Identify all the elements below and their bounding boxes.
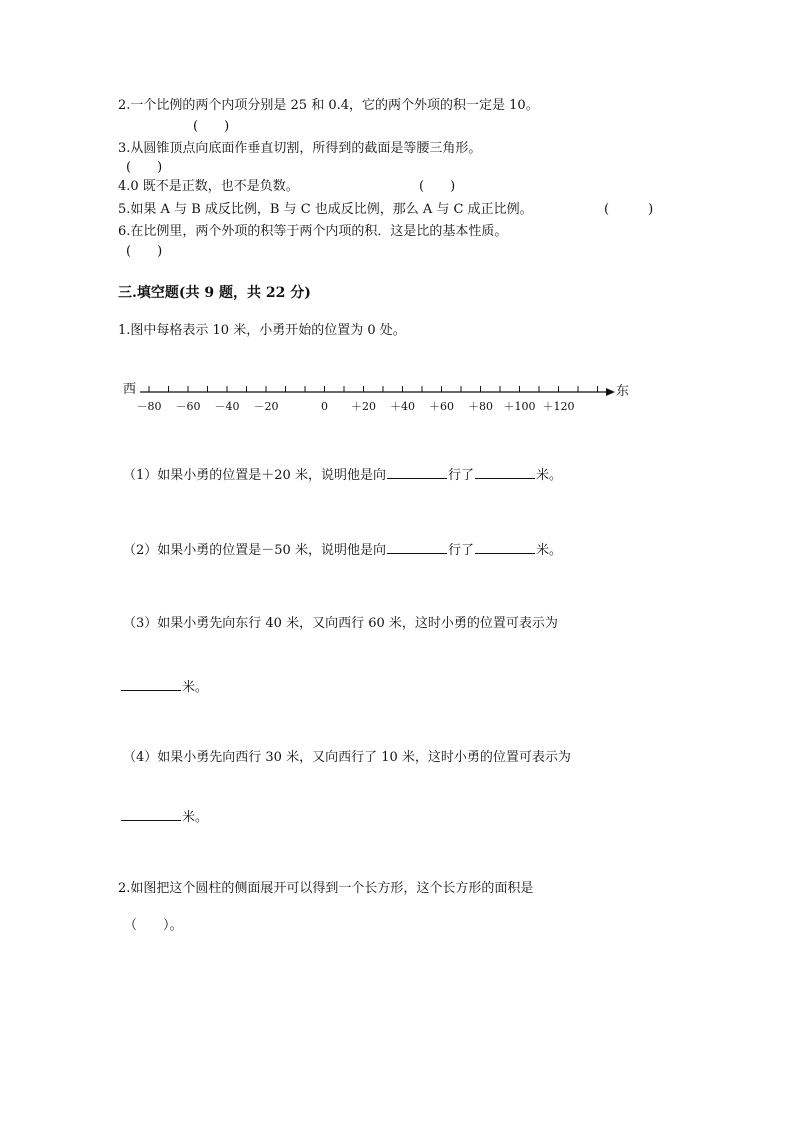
fill-question-1-sub-1 xyxy=(123,466,562,484)
number-line-tick-label: －80 xyxy=(136,400,162,413)
sub-1-blank-direction[interactable] xyxy=(387,466,447,479)
question-5 xyxy=(118,202,533,218)
question-3 xyxy=(118,141,481,157)
number-line-tick-label: －20 xyxy=(253,400,279,413)
question-6 xyxy=(118,224,507,240)
sub-2-blank-distance[interactable] xyxy=(475,541,535,554)
question-4-text: 4.0 既不是正数，也不是负数。 xyxy=(118,179,299,194)
question-5-text: 5.如果 A 与 B 成反比例，B 与 C 也成反比例，那么 A 与 C 成正比例。 xyxy=(118,202,533,217)
sub-3-text: （3）如果小勇先向东行 40 米，又向西行 60 米，这时小勇的位置可表示为 xyxy=(123,616,558,631)
question-6-answer-paren: ( ) xyxy=(126,244,163,259)
number-line-tick-label: ＋20 xyxy=(351,400,376,413)
sub-1-text-c: 米。 xyxy=(535,468,562,483)
fill-question-1-sub-3 xyxy=(123,616,558,632)
number-line-ticks xyxy=(149,386,598,392)
fill-question-1-sub-2 xyxy=(123,541,562,559)
sub-1-text-b: 行了 xyxy=(447,468,474,483)
sub-2-blank-direction[interactable] xyxy=(387,541,447,554)
fill-question-2-text: 2.如图把这个圆柱的侧面展开可以得到一个长方形，这个长方形的面积是 xyxy=(118,881,534,896)
fill-question-1-sub-4 xyxy=(123,750,571,766)
number-line-tick-label: ＋60 xyxy=(429,400,454,413)
sub-2-text-b: 行了 xyxy=(447,543,474,558)
number-line-tick-labels xyxy=(137,400,575,413)
question-2-text: 2.一个比例的两个内项分别是 25 和 0.4，它的两个外项的积一定是 10。 xyxy=(118,98,539,113)
question-4-answer-paren: ( ) xyxy=(419,179,456,194)
question-2 xyxy=(118,98,539,114)
question-2-answer-paren: ( ) xyxy=(193,119,230,134)
sub-3-blank[interactable] xyxy=(121,678,181,691)
sub-1-blank-distance[interactable] xyxy=(475,466,535,479)
number-line-east-label: 东 xyxy=(616,384,630,399)
question-5-answer-paren: ( ) xyxy=(604,202,654,217)
sub-4-blank[interactable] xyxy=(121,808,181,821)
sub-2-text: （2）如果小勇的位置是－50 米，说明他是向 xyxy=(123,543,386,558)
section-3-title: 三.填空题(共 9 题，共 22 分) xyxy=(118,285,311,301)
number-line-tick-label: －60 xyxy=(175,400,201,413)
question-3-answer-paren: ( ) xyxy=(126,160,163,175)
number-line-tick-label: 0 xyxy=(321,400,328,413)
number-line-tick-label: ＋80 xyxy=(468,400,493,413)
number-line-tick-label: ＋40 xyxy=(390,400,415,413)
sub-2-text-c: 米。 xyxy=(535,543,562,558)
question-3-text: 3.从圆锥顶点向底面作垂直切割，所得到的截面是等腰三角形。 xyxy=(118,141,482,156)
fill-question-2-answer-paren: （ ）。 xyxy=(124,918,183,933)
sub-1-text: （1）如果小勇的位置是＋20 米，说明他是向 xyxy=(123,468,386,483)
number-line-tick-label: ＋100 xyxy=(503,400,536,413)
number-line xyxy=(0,372,794,432)
number-line-tick-label: －40 xyxy=(214,400,240,413)
fill-question-1-sub-3-answer xyxy=(120,678,208,696)
fill-question-1-text: 1.图中每格表示 10 米，小勇开始的位置为 0 处。 xyxy=(118,323,406,338)
number-line-west-label: 西 xyxy=(123,382,137,397)
sub-4-text-c: 米。 xyxy=(182,810,209,825)
question-6-text: 6.在比例里，两个外项的积等于两个内项的积．这是比的基本性质。 xyxy=(118,224,508,239)
sub-3-text-c: 米。 xyxy=(182,680,209,695)
question-4 xyxy=(118,179,299,195)
fill-question-1-sub-4-answer xyxy=(120,808,208,826)
number-line-tick-label: ＋120 xyxy=(542,400,575,413)
number-line-arrowhead xyxy=(606,388,615,396)
sub-4-text: （4）如果小勇先向西行 30 米，又向西行了 10 米，这时小勇的位置可表示为 xyxy=(123,750,571,765)
